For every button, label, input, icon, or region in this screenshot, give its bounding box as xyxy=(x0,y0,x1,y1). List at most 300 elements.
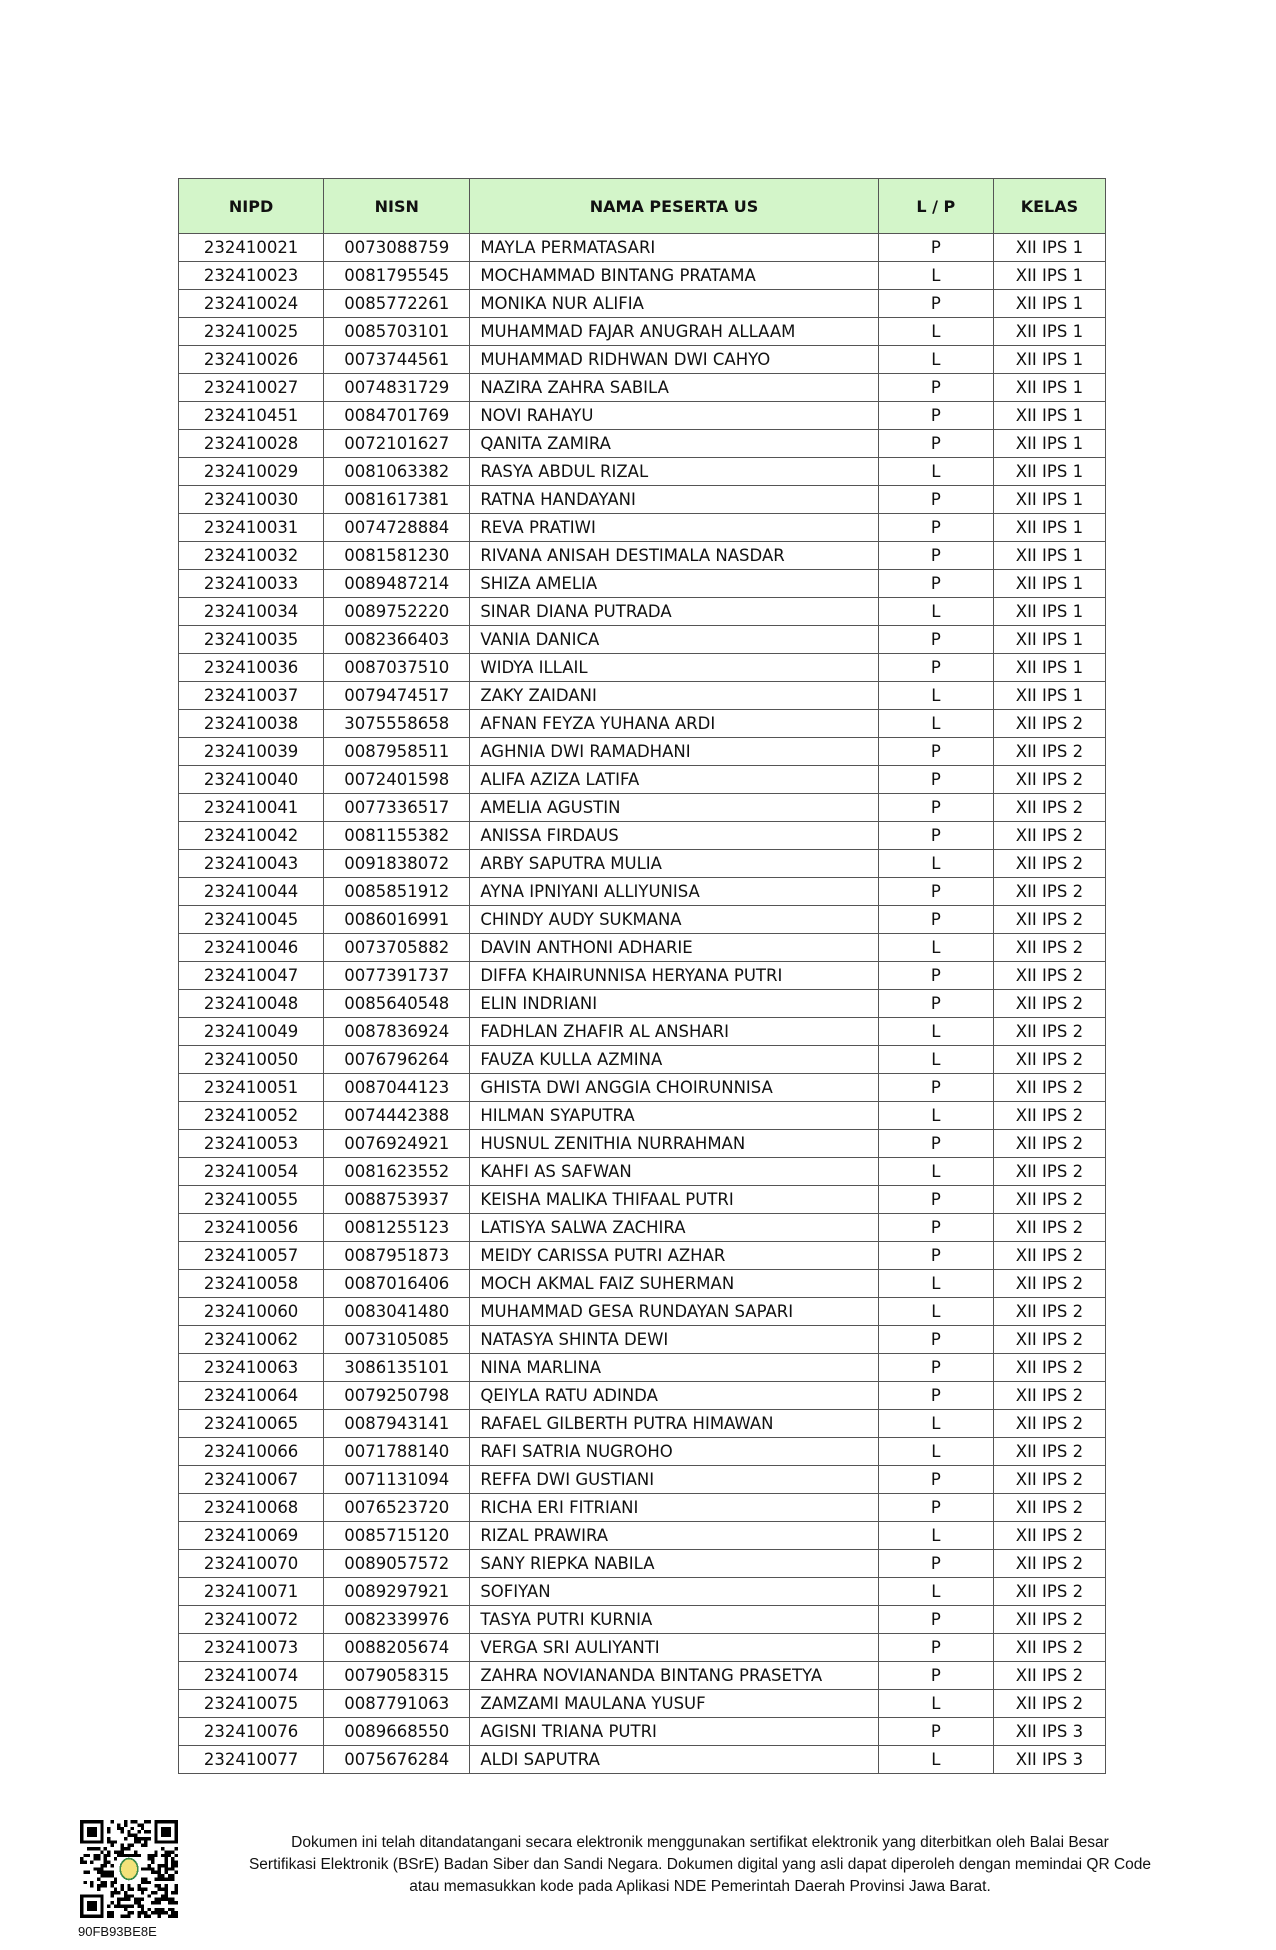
cell-nisn: 0087958511 xyxy=(324,738,470,766)
cell-nipd: 232410053 xyxy=(179,1130,324,1158)
cell-nama: ELIN INDRIANI xyxy=(470,990,878,1018)
cell-nama: REVA PRATIWI xyxy=(470,514,878,542)
cell-nama: AYNA IPNIYANI ALLIYUNISA xyxy=(470,878,878,906)
cell-nama: RASYA ABDUL RIZAL xyxy=(470,458,878,486)
cell-kelas: XII IPS 2 xyxy=(993,1550,1105,1578)
cell-nipd: 232410052 xyxy=(179,1102,324,1130)
cell-nisn: 0077391737 xyxy=(324,962,470,990)
cell-nama: RAFI SATRIA NUGROHO xyxy=(470,1438,878,1466)
table-row xyxy=(179,1550,1106,1578)
cell-nisn: 0071131094 xyxy=(324,1466,470,1494)
cell-nama: MUHAMMAD GESA RUNDAYAN SAPARI xyxy=(470,1298,878,1326)
cell-kelas: XII IPS 1 xyxy=(993,430,1105,458)
table-row xyxy=(179,1578,1106,1606)
cell-nisn: 0089057572 xyxy=(324,1550,470,1578)
cell-nipd: 232410024 xyxy=(179,290,324,318)
table-row xyxy=(179,766,1106,794)
cell-lp: L xyxy=(878,1438,993,1466)
cell-lp: P xyxy=(878,402,993,430)
cell-lp: L xyxy=(878,1298,993,1326)
cell-nipd: 232410031 xyxy=(179,514,324,542)
cell-kelas: XII IPS 2 xyxy=(993,1522,1105,1550)
cell-kelas: XII IPS 2 xyxy=(993,990,1105,1018)
table-row xyxy=(179,514,1106,542)
cell-kelas: XII IPS 1 xyxy=(993,234,1105,262)
cell-lp: P xyxy=(878,1662,993,1690)
cell-nisn: 0073105085 xyxy=(324,1326,470,1354)
cell-kelas: XII IPS 1 xyxy=(993,626,1105,654)
cell-lp: L xyxy=(878,1410,993,1438)
cell-nama: KEISHA MALIKA THIFAAL PUTRI xyxy=(470,1186,878,1214)
cell-lp: P xyxy=(878,626,993,654)
table-row xyxy=(179,430,1106,458)
cell-nipd: 232410058 xyxy=(179,1270,324,1298)
cell-kelas: XII IPS 2 xyxy=(993,1382,1105,1410)
cell-kelas: XII IPS 2 xyxy=(993,1354,1105,1382)
cell-nisn: 0079474517 xyxy=(324,682,470,710)
cell-lp: P xyxy=(878,906,993,934)
cell-nipd: 232410042 xyxy=(179,822,324,850)
cell-nipd: 232410025 xyxy=(179,318,324,346)
cell-kelas: XII IPS 2 xyxy=(993,1466,1105,1494)
cell-nama: WIDYA ILLAIL xyxy=(470,654,878,682)
cell-nisn: 0085703101 xyxy=(324,318,470,346)
cell-nama: HILMAN SYAPUTRA xyxy=(470,1102,878,1130)
table-row xyxy=(179,1438,1106,1466)
cell-nama: MOCHAMMAD BINTANG PRATAMA xyxy=(470,262,878,290)
cell-nama: SHIZA AMELIA xyxy=(470,570,878,598)
cell-kelas: XII IPS 1 xyxy=(993,654,1105,682)
cell-nama: REFFA DWI GUSTIANI xyxy=(470,1466,878,1494)
cell-nipd: 232410066 xyxy=(179,1438,324,1466)
cell-nipd: 232410048 xyxy=(179,990,324,1018)
cell-kelas: XII IPS 2 xyxy=(993,1690,1105,1718)
table-row xyxy=(179,1354,1106,1382)
cell-lp: P xyxy=(878,1606,993,1634)
cell-nama: NATASYA SHINTA DEWI xyxy=(470,1326,878,1354)
cell-nipd: 232410076 xyxy=(179,1718,324,1746)
table-row xyxy=(179,486,1106,514)
cell-lp: L xyxy=(878,710,993,738)
cell-kelas: XII IPS 2 xyxy=(993,1326,1105,1354)
cell-nisn: 0081155382 xyxy=(324,822,470,850)
cell-nisn: 0087951873 xyxy=(324,1242,470,1270)
cell-nisn: 0085640548 xyxy=(324,990,470,1018)
table-row xyxy=(179,290,1106,318)
table-row xyxy=(179,1690,1106,1718)
cell-nama: CHINDY AUDY SUKMANA xyxy=(470,906,878,934)
table-row xyxy=(179,1102,1106,1130)
cell-lp: L xyxy=(878,682,993,710)
table-row xyxy=(179,794,1106,822)
cell-lp: P xyxy=(878,374,993,402)
cell-kelas: XII IPS 2 xyxy=(993,1270,1105,1298)
student-table xyxy=(178,178,1106,1774)
cell-kelas: XII IPS 2 xyxy=(993,822,1105,850)
cell-nama: RAFAEL GILBERTH PUTRA HIMAWAN xyxy=(470,1410,878,1438)
cell-nisn: 0087836924 xyxy=(324,1018,470,1046)
table-row xyxy=(179,570,1106,598)
cell-nipd: 232410038 xyxy=(179,710,324,738)
header-lp: L / P xyxy=(878,179,993,234)
cell-kelas: XII IPS 2 xyxy=(993,1242,1105,1270)
cell-lp: P xyxy=(878,990,993,1018)
cell-nipd: 232410037 xyxy=(179,682,324,710)
cell-nama: AMELIA AGUSTIN xyxy=(470,794,878,822)
cell-lp: P xyxy=(878,962,993,990)
table-row xyxy=(179,850,1106,878)
cell-kelas: XII IPS 1 xyxy=(993,682,1105,710)
cell-nipd: 232410028 xyxy=(179,430,324,458)
cell-nisn: 0084701769 xyxy=(324,402,470,430)
cell-nisn: 3086135101 xyxy=(324,1354,470,1382)
cell-nisn: 0085715120 xyxy=(324,1522,470,1550)
cell-nisn: 0071788140 xyxy=(324,1438,470,1466)
table-row xyxy=(179,1242,1106,1270)
header-nama: NAMA PESERTA US xyxy=(470,179,878,234)
cell-kelas: XII IPS 2 xyxy=(993,1298,1105,1326)
cell-nama: MEIDY CARISSA PUTRI AZHAR xyxy=(470,1242,878,1270)
cell-lp: P xyxy=(878,1242,993,1270)
table-row xyxy=(179,1214,1106,1242)
cell-nisn: 0077336517 xyxy=(324,794,470,822)
cell-nama: TASYA PUTRI KURNIA xyxy=(470,1606,878,1634)
cell-lp: L xyxy=(878,850,993,878)
cell-nipd: 232410054 xyxy=(179,1158,324,1186)
cell-nipd: 232410071 xyxy=(179,1578,324,1606)
cell-nama: MONIKA NUR ALIFIA xyxy=(470,290,878,318)
cell-nisn: 0083041480 xyxy=(324,1298,470,1326)
cell-lp: L xyxy=(878,346,993,374)
cell-nisn: 0072401598 xyxy=(324,766,470,794)
cell-nisn: 0087016406 xyxy=(324,1270,470,1298)
cell-nisn: 0079058315 xyxy=(324,1662,470,1690)
cell-kelas: XII IPS 2 xyxy=(993,710,1105,738)
cell-nama: AGHNIA DWI RAMADHANI xyxy=(470,738,878,766)
cell-kelas: XII IPS 2 xyxy=(993,878,1105,906)
cell-nama: ANISSA FIRDAUS xyxy=(470,822,878,850)
cell-nama: SANY RIEPKA NABILA xyxy=(470,1550,878,1578)
cell-nama: ALDI SAPUTRA xyxy=(470,1746,878,1774)
table-row xyxy=(179,1158,1106,1186)
cell-kelas: XII IPS 2 xyxy=(993,962,1105,990)
cell-nisn: 0088753937 xyxy=(324,1186,470,1214)
cell-kelas: XII IPS 2 xyxy=(993,1410,1105,1438)
qr-code-icon xyxy=(80,1820,178,1918)
cell-lp: P xyxy=(878,430,993,458)
cell-nisn: 0073088759 xyxy=(324,234,470,262)
cell-nipd: 232410057 xyxy=(179,1242,324,1270)
cell-nama: ZAKY ZAIDANI xyxy=(470,682,878,710)
table-body xyxy=(179,234,1106,1774)
cell-lp: L xyxy=(878,1018,993,1046)
cell-kelas: XII IPS 2 xyxy=(993,794,1105,822)
table-row xyxy=(179,878,1106,906)
cell-nisn: 0076523720 xyxy=(324,1494,470,1522)
cell-nipd: 232410027 xyxy=(179,374,324,402)
cell-lp: P xyxy=(878,1634,993,1662)
cell-kelas: XII IPS 2 xyxy=(993,1074,1105,1102)
cell-kelas: XII IPS 2 xyxy=(993,934,1105,962)
cell-nipd: 232410040 xyxy=(179,766,324,794)
table-row xyxy=(179,710,1106,738)
cell-lp: P xyxy=(878,878,993,906)
cell-lp: L xyxy=(878,1522,993,1550)
cell-nipd: 232410067 xyxy=(179,1466,324,1494)
cell-kelas: XII IPS 2 xyxy=(993,1158,1105,1186)
cell-nama: RIZAL PRAWIRA xyxy=(470,1522,878,1550)
cell-kelas: XII IPS 1 xyxy=(993,290,1105,318)
cell-nipd: 232410062 xyxy=(179,1326,324,1354)
cell-nisn: 0079250798 xyxy=(324,1382,470,1410)
cell-kelas: XII IPS 2 xyxy=(993,1046,1105,1074)
cell-nipd: 232410050 xyxy=(179,1046,324,1074)
table-row xyxy=(179,990,1106,1018)
cell-kelas: XII IPS 2 xyxy=(993,738,1105,766)
cell-nama: FADHLAN ZHAFIR AL ANSHARI xyxy=(470,1018,878,1046)
cell-nama: ARBY SAPUTRA MULIA xyxy=(470,850,878,878)
cell-nama: RATNA HANDAYANI xyxy=(470,486,878,514)
table-row xyxy=(179,1746,1106,1774)
table-row xyxy=(179,906,1106,934)
cell-nipd: 232410026 xyxy=(179,346,324,374)
cell-kelas: XII IPS 2 xyxy=(993,906,1105,934)
cell-kelas: XII IPS 3 xyxy=(993,1718,1105,1746)
table-row xyxy=(179,1606,1106,1634)
cell-nisn: 0089668550 xyxy=(324,1718,470,1746)
cell-nipd: 232410075 xyxy=(179,1690,324,1718)
cell-nama: ZAMZAMI MAULANA YUSUF xyxy=(470,1690,878,1718)
cell-lp: P xyxy=(878,290,993,318)
cell-nipd: 232410070 xyxy=(179,1550,324,1578)
cell-lp: P xyxy=(878,514,993,542)
notice-line: atau memasukkan kode pada Aplikasi NDE Pemerintah Daerah Provinsi Jawa Barat. xyxy=(409,1878,991,1895)
cell-nisn: 0082339976 xyxy=(324,1606,470,1634)
cell-kelas: XII IPS 1 xyxy=(993,374,1105,402)
cell-nipd: 232410074 xyxy=(179,1662,324,1690)
cell-lp: P xyxy=(878,486,993,514)
cell-kelas: XII IPS 2 xyxy=(993,1102,1105,1130)
cell-kelas: XII IPS 3 xyxy=(993,1746,1105,1774)
cell-kelas: XII IPS 1 xyxy=(993,514,1105,542)
cell-nipd: 232410039 xyxy=(179,738,324,766)
cell-nipd: 232410034 xyxy=(179,598,324,626)
table-row xyxy=(179,1074,1106,1102)
cell-nisn: 0081255123 xyxy=(324,1214,470,1242)
notice-line: Sertifikasi Elektronik (BSrE) Badan Siber dan Sandi Negara. Dokumen digital yang asli dapat diperoleh dengan memindai QR Code xyxy=(248,1856,1152,1873)
table-row xyxy=(179,962,1106,990)
cell-kelas: XII IPS 1 xyxy=(993,318,1105,346)
table-row xyxy=(179,346,1106,374)
cell-lp: P xyxy=(878,1214,993,1242)
cell-lp: P xyxy=(878,1494,993,1522)
table-row xyxy=(179,374,1106,402)
cell-nipd: 232410064 xyxy=(179,1382,324,1410)
cell-nama: SOFIYAN xyxy=(470,1578,878,1606)
cell-lp: L xyxy=(878,262,993,290)
cell-nipd: 232410063 xyxy=(179,1354,324,1382)
cell-nipd: 232410035 xyxy=(179,626,324,654)
table-row xyxy=(179,318,1106,346)
cell-nama: RICHA ERI FITRIANI xyxy=(470,1494,878,1522)
cell-lp: L xyxy=(878,1046,993,1074)
table-row xyxy=(179,402,1106,430)
cell-lp: P xyxy=(878,1382,993,1410)
table-row xyxy=(179,1018,1106,1046)
table-row xyxy=(179,1186,1106,1214)
cell-nipd: 232410029 xyxy=(179,458,324,486)
cell-nipd: 232410072 xyxy=(179,1606,324,1634)
table-row xyxy=(179,738,1106,766)
cell-nipd: 232410023 xyxy=(179,262,324,290)
cell-nipd: 232410041 xyxy=(179,794,324,822)
cell-nama: MUHAMMAD FAJAR ANUGRAH ALLAAM xyxy=(470,318,878,346)
table-row xyxy=(179,626,1106,654)
cell-lp: P xyxy=(878,1718,993,1746)
cell-kelas: XII IPS 1 xyxy=(993,402,1105,430)
cell-nama: MUHAMMAD RIDHWAN DWI CAHYO xyxy=(470,346,878,374)
cell-lp: P xyxy=(878,1354,993,1382)
document-code: 90FB93BE8E xyxy=(78,1924,157,1939)
cell-nipd: 232410056 xyxy=(179,1214,324,1242)
signature-notice xyxy=(220,1832,1180,1898)
cell-nama: NINA MARLINA xyxy=(470,1354,878,1382)
cell-nama: DAVIN ANTHONI ADHARIE xyxy=(470,934,878,962)
cell-nisn: 0087791063 xyxy=(324,1690,470,1718)
cell-kelas: XII IPS 2 xyxy=(993,1606,1105,1634)
cell-nisn: 0081063382 xyxy=(324,458,470,486)
cell-nipd: 232410065 xyxy=(179,1410,324,1438)
cell-nisn: 0076796264 xyxy=(324,1046,470,1074)
cell-nisn: 0081795545 xyxy=(324,262,470,290)
cell-nisn: 0089297921 xyxy=(324,1578,470,1606)
cell-nama: KAHFI AS SAFWAN xyxy=(470,1158,878,1186)
cell-nisn: 0076924921 xyxy=(324,1130,470,1158)
cell-nama: DIFFA KHAIRUNNISA HERYANA PUTRI xyxy=(470,962,878,990)
table-row xyxy=(179,934,1106,962)
cell-lp: P xyxy=(878,822,993,850)
cell-kelas: XII IPS 2 xyxy=(993,1186,1105,1214)
table-row xyxy=(179,1298,1106,1326)
cell-lp: P xyxy=(878,1326,993,1354)
cell-lp: P xyxy=(878,1074,993,1102)
table-row xyxy=(179,1382,1106,1410)
cell-kelas: XII IPS 1 xyxy=(993,486,1105,514)
cell-nipd: 232410045 xyxy=(179,906,324,934)
cell-nisn: 0091838072 xyxy=(324,850,470,878)
cell-lp: P xyxy=(878,1550,993,1578)
table-row xyxy=(179,682,1106,710)
table-row xyxy=(179,262,1106,290)
cell-nipd: 232410021 xyxy=(179,234,324,262)
cell-lp: P xyxy=(878,542,993,570)
cell-lp: L xyxy=(878,1578,993,1606)
cell-nama: ZAHRA NOVIANANDA BINTANG PRASETYA xyxy=(470,1662,878,1690)
cell-nisn: 0085772261 xyxy=(324,290,470,318)
table-row xyxy=(179,1130,1106,1158)
cell-nama: QEIYLA RATU ADINDA xyxy=(470,1382,878,1410)
cell-nisn: 0074831729 xyxy=(324,374,470,402)
cell-lp: P xyxy=(878,570,993,598)
cell-kelas: XII IPS 2 xyxy=(993,1018,1105,1046)
cell-kelas: XII IPS 1 xyxy=(993,346,1105,374)
cell-kelas: XII IPS 1 xyxy=(993,262,1105,290)
cell-nisn: 0081581230 xyxy=(324,542,470,570)
cell-lp: P xyxy=(878,654,993,682)
cell-nama: QANITA ZAMIRA xyxy=(470,430,878,458)
cell-nipd: 232410044 xyxy=(179,878,324,906)
cell-nama: NOVI RAHAYU xyxy=(470,402,878,430)
cell-kelas: XII IPS 2 xyxy=(993,1494,1105,1522)
cell-nama: AFNAN FEYZA YUHANA ARDI xyxy=(470,710,878,738)
table-row xyxy=(179,542,1106,570)
cell-nisn: 0075676284 xyxy=(324,1746,470,1774)
cell-nama: MAYLA PERMATASARI xyxy=(470,234,878,262)
cell-nama: VANIA DANICA xyxy=(470,626,878,654)
cell-nisn: 3075558658 xyxy=(324,710,470,738)
cell-nipd: 232410068 xyxy=(179,1494,324,1522)
cell-lp: P xyxy=(878,234,993,262)
cell-kelas: XII IPS 2 xyxy=(993,1438,1105,1466)
cell-kelas: XII IPS 1 xyxy=(993,458,1105,486)
cell-nipd: 232410451 xyxy=(179,402,324,430)
cell-nipd: 232410036 xyxy=(179,654,324,682)
table-row xyxy=(179,1494,1106,1522)
cell-nipd: 232410032 xyxy=(179,542,324,570)
cell-lp: L xyxy=(878,1158,993,1186)
cell-nipd: 232410060 xyxy=(179,1298,324,1326)
cell-nipd: 232410046 xyxy=(179,934,324,962)
cell-nama: MOCH AKMAL FAIZ SUHERMAN xyxy=(470,1270,878,1298)
cell-nisn: 0086016991 xyxy=(324,906,470,934)
table-row xyxy=(179,1410,1106,1438)
cell-nisn: 0082366403 xyxy=(324,626,470,654)
cell-nama: HUSNUL ZENITHIA NURRAHMAN xyxy=(470,1130,878,1158)
cell-lp: L xyxy=(878,934,993,962)
cell-nipd: 232410043 xyxy=(179,850,324,878)
table-row xyxy=(179,1522,1106,1550)
table-row xyxy=(179,458,1106,486)
table-header-row xyxy=(179,179,1106,234)
cell-nisn: 0073744561 xyxy=(324,346,470,374)
cell-nama: RIVANA ANISAH DESTIMALA NASDAR xyxy=(470,542,878,570)
cell-nisn: 0087044123 xyxy=(324,1074,470,1102)
cell-lp: P xyxy=(878,1186,993,1214)
cell-kelas: XII IPS 2 xyxy=(993,850,1105,878)
cell-lp: L xyxy=(878,1746,993,1774)
cell-lp: P xyxy=(878,738,993,766)
table-row xyxy=(179,1466,1106,1494)
cell-kelas: XII IPS 1 xyxy=(993,598,1105,626)
table-row xyxy=(179,1046,1106,1074)
cell-kelas: XII IPS 2 xyxy=(993,1130,1105,1158)
cell-nama: ALIFA AZIZA LATIFA xyxy=(470,766,878,794)
cell-nisn: 0074728884 xyxy=(324,514,470,542)
header-kelas: KELAS xyxy=(993,179,1105,234)
cell-lp: L xyxy=(878,1102,993,1130)
cell-lp: P xyxy=(878,794,993,822)
cell-nama: FAUZA KULLA AZMINA xyxy=(470,1046,878,1074)
cell-nama: VERGA SRI AULIYANTI xyxy=(470,1634,878,1662)
cell-kelas: XII IPS 2 xyxy=(993,1634,1105,1662)
cell-lp: P xyxy=(878,766,993,794)
cell-kelas: XII IPS 1 xyxy=(993,542,1105,570)
cell-kelas: XII IPS 2 xyxy=(993,1214,1105,1242)
table-row xyxy=(179,654,1106,682)
cell-lp: L xyxy=(878,1270,993,1298)
cell-nama: AGISNI TRIANA PUTRI xyxy=(470,1718,878,1746)
cell-nipd: 232410073 xyxy=(179,1634,324,1662)
